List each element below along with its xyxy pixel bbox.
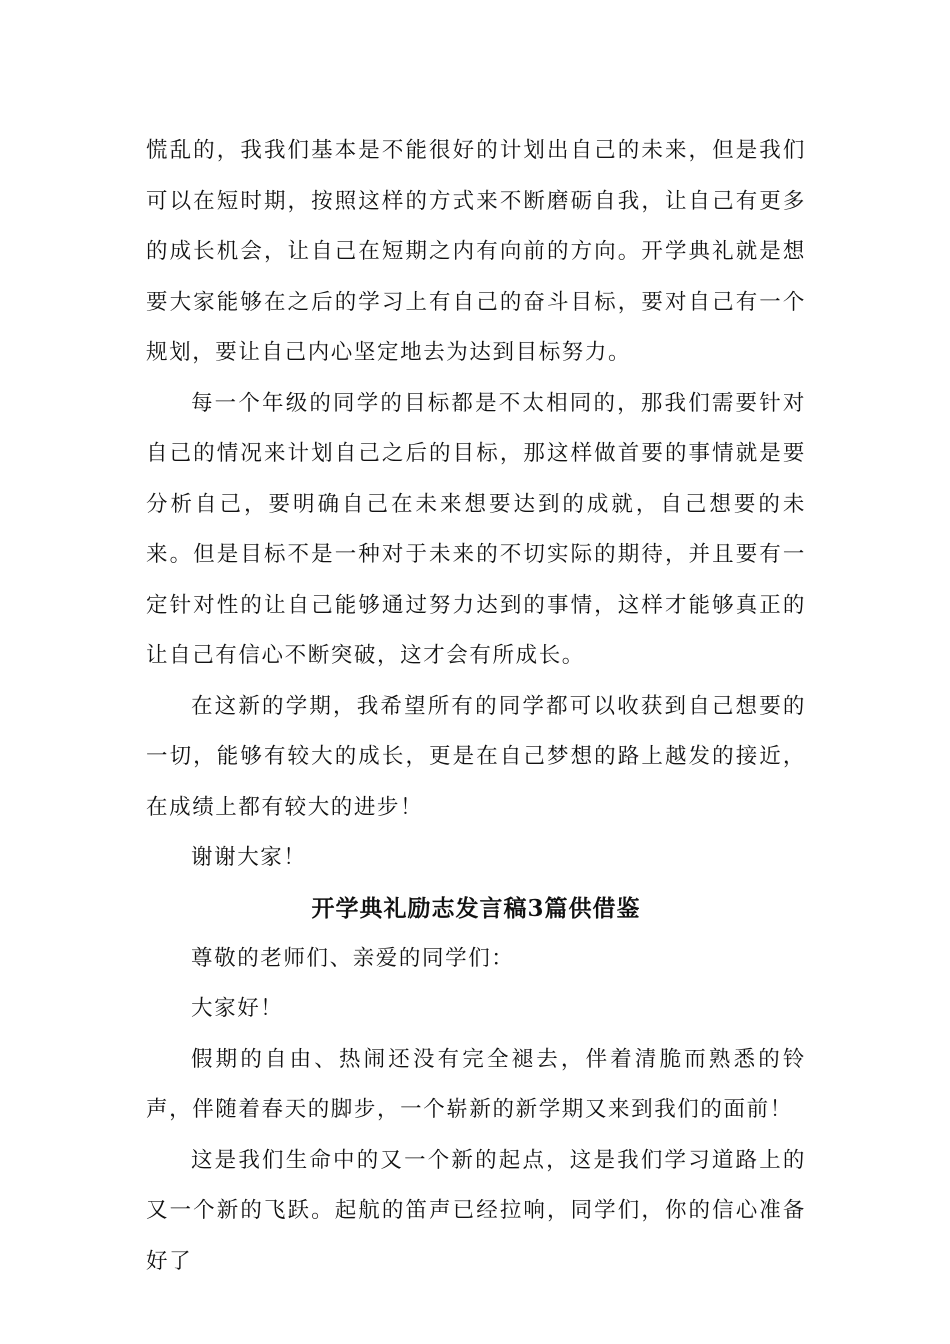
- document-page: [146, 126, 806, 1287]
- paragraph-new-start: 这是我们生命中的又一个新的起点，这是我们学习道路上的又一个新的飞跃。起航的笛声已经拉响，同学们，你的信心准备好了: [146, 1147, 806, 1274]
- paragraph-wishes: 在这新的学期，我希望所有的同学都可以收获到自己想要的一切，能够有较大的成长，更是在自己梦想的路上越发的接近，在成绩上都有较大的进步！: [146, 693, 806, 820]
- paragraph-salutation: 尊敬的老师们、亲爱的同学们：: [191, 945, 515, 971]
- paragraph-continuation: 慌乱的，我我们基本是不能很好的计划出自己的未来，但是我们可以在短时期，按照这样的方式来不断磨砺自我，让自己有更多的成长机会，让自己在短期之内有向前的方向。开学典礼就是想要大家能够在之后的学习上有自己的奋斗目标，要对自己有一个规划，要让自己内心坚定地去为达到目标努力。: [146, 138, 806, 365]
- paragraph-goals: 每一个年级的同学的目标都是不太相同的，那我们需要针对自己的情况来计划自己之后的目标，那这样做首要的事情就是要分析自己，要明确自己在未来想要达到的成就，自己想要的未来。但是目标不是一种对于未来的不切实际的期待，并且要有一定针对性的让自己能够通过努力达到的事情，这样才能够真正的让自己有信心不断突破，这才会有所成长。: [146, 390, 806, 668]
- paragraph-thanks: 谢谢大家！: [191, 845, 307, 870]
- section-heading: 开学典礼励志发言稿3篇供借鉴: [311, 894, 641, 922]
- paragraph-holiday: 假期的自由、热闹还没有完全褪去，伴着清脆而熟悉的铃声，伴随着春天的脚步，一个崭新的新学期又来到我们的面前！: [146, 1046, 806, 1122]
- paragraph-greeting: 大家好！: [191, 996, 284, 1021]
